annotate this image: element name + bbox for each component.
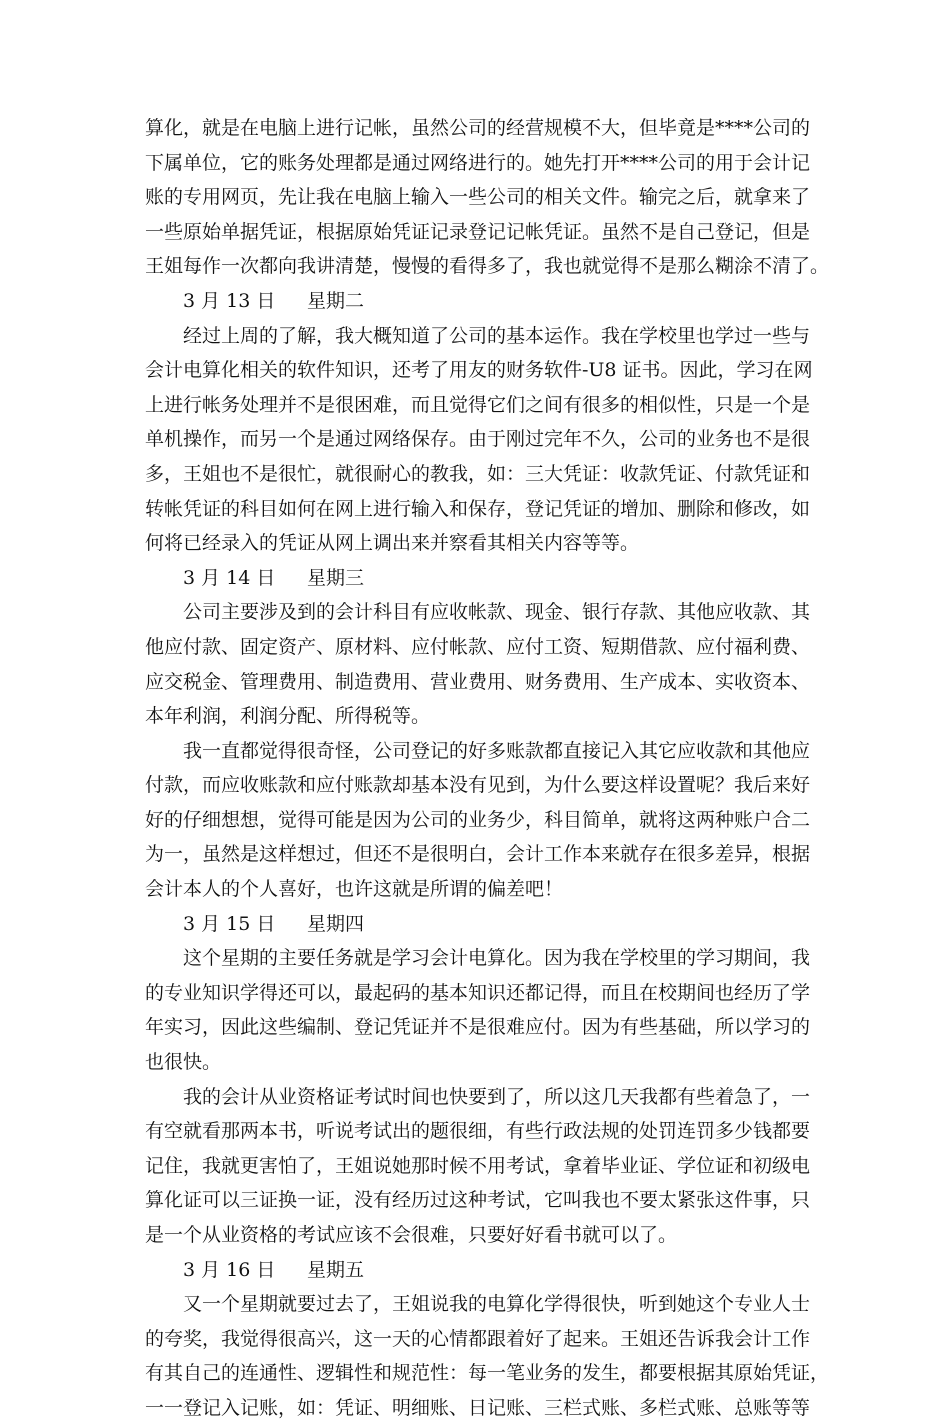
text-line: 他应付款、固定资产、原材料、应付帐款、应付工资、短期借款、应付福利费、 [145,635,811,658]
text-line: 好的仔细想想，觉得可能是因为公司的业务少，科目简单，就将这两种账户合二 [145,808,811,831]
paragraph [145,1287,830,1425]
text-line: 我的会计从业资格证考试时间也快要到了，所以这几天我都有些着急了，一 [183,1085,811,1108]
text-line: 多，王姐也不是很忙，就很耐心的教我，如：三大凭证：收款凭证、付款凭证和 [145,462,811,485]
paragraph [145,941,810,1079]
paragraph [145,1080,810,1253]
diary-weekday: 星期二 [307,289,365,312]
text-line: 单机操作，而另一个是通过网络保存。由于刚过完年不久，公司的业务也不是很 [145,428,811,451]
text-line: 经过上周的了解，我大概知道了公司的基本运作。我在学校里也学过一些与 [183,324,811,347]
paragraph [145,595,810,733]
text-line: 一些原始单据凭证，根据原始凭证记录登记记帐凭证。虽然不是自己登记，但是 [145,220,811,243]
text-line: 是一个从业资格的考试应该不会很难，只要好好看书就可以了。 [145,1224,678,1246]
text-line: 账的专用网页，先让我在电脑上输入一些公司的相关文件。输完之后，就拿来了 [145,186,811,209]
text-line: 下属单位，它的账务处理都是通过网络进行的。她先打开****公司的用于会计记 [145,151,811,174]
text-line: 付款，而应收账款和应付账款却基本没有见到，为什么要这样设置呢？我后来好 [145,774,811,797]
document-page [145,111,830,1426]
text-line: 我一直都觉得很奇怪，公司登记的好多账款都直接记入其它应收款和其他应 [183,739,811,762]
text-line: 何将已经录入的凭证从网上调出来并察看其相关内容等等。 [145,532,640,555]
diary-date: 3 月 14 日 [183,566,276,589]
paragraph [145,734,810,907]
text-line: 的夸奖，我觉得很高兴，这一天的心情都跟着好了起来。王姐还告诉我会计工作 [145,1327,811,1350]
diary-date-heading [145,1253,810,1288]
paragraph [145,319,813,561]
text-line: 记住，我就更害怕了，王姐说她那时候不用考试，拿着毕业证、学位证和初级电 [145,1154,811,1177]
text-line: 有其自己的连通性、逻辑性和规范性：每一笔业务的发生，都要根据其原始凭证， [145,1362,830,1385]
text-line: 算化，就是在电脑上进行记帐，虽然公司的经营规模不大，但毕竟是****公司的 [145,117,811,139]
diary-date-heading [145,284,810,319]
diary-weekday: 星期三 [307,566,365,589]
text-line: 王姐每作一次都向我讲清楚，慢慢的看得多了，我也就觉得不是那么糊涂不清了。 [145,255,830,278]
diary-date: 3 月 15 日 [183,912,276,935]
text-line: 公司主要涉及到的会计科目有应收帐款、现金、银行存款、其他应收款、其 [183,601,811,624]
text-line: 算化证可以三证换一证，没有经历过这种考试，它叫我也不要太紧张这件事，只 [145,1189,811,1212]
diary-date: 3 月 13 日 [183,289,276,312]
diary-date-heading [145,907,810,942]
text-line: 也很快。 [145,1051,222,1074]
diary-date: 3 月 16 日 [183,1258,276,1281]
text-line: 应交税金、管理费用、制造费用、营业费用、财务费用、生产成本、实收资本、 [145,670,811,693]
diary-weekday: 星期五 [307,1258,365,1281]
text-line: 又一个星期就要过去了，王姐说我的电算化学得很快，听到她这个专业人士 [183,1293,811,1316]
text-line: 为一，虽然是这样想过，但还不是很明白，会计工作本来就存在很多差异，根据 [145,843,811,866]
text-line: 会计电算化相关的软件知识，还考了用友的财务软件-U8 证书。因此，学习在网 [145,359,813,382]
text-line: 的专业知识学得还可以，最起码的基本知识还都记得，而且在校期间也经历了学 [145,981,811,1004]
text-line: 转帐凭证的科目如何在网上进行输入和保存，登记凭证的增加、删除和修改，如 [145,497,811,520]
text-line: 会计本人的个人喜好，也许这就是所谓的偏差吧！ [145,878,564,901]
diary-date-heading [145,561,810,596]
text-line: 上进行帐务处理并不是很困难，而且觉得它们之间有很多的相似性，只是一个是 [145,393,811,416]
text-line: 一一登记入记账，如：凭证、明细账、日记账、三栏式账、多栏式账、总账等等 [145,1396,811,1419]
paragraph [145,111,830,284]
text-line: 本年利润，利润分配、所得税等。 [145,705,431,728]
diary-weekday: 星期四 [307,912,365,935]
text-line: 有空就看那两本书，听说考试出的题很细，有些行政法规的处罚连罚多少钱都要 [145,1120,811,1143]
text-line: 这个星期的主要任务就是学习会计电算化。因为我在学校里的学习期间，我 [183,947,811,970]
text-line: 年实习，因此这些编制、登记凭证并不是很难应付。因为有些基础，所以学习的 [145,1016,811,1039]
